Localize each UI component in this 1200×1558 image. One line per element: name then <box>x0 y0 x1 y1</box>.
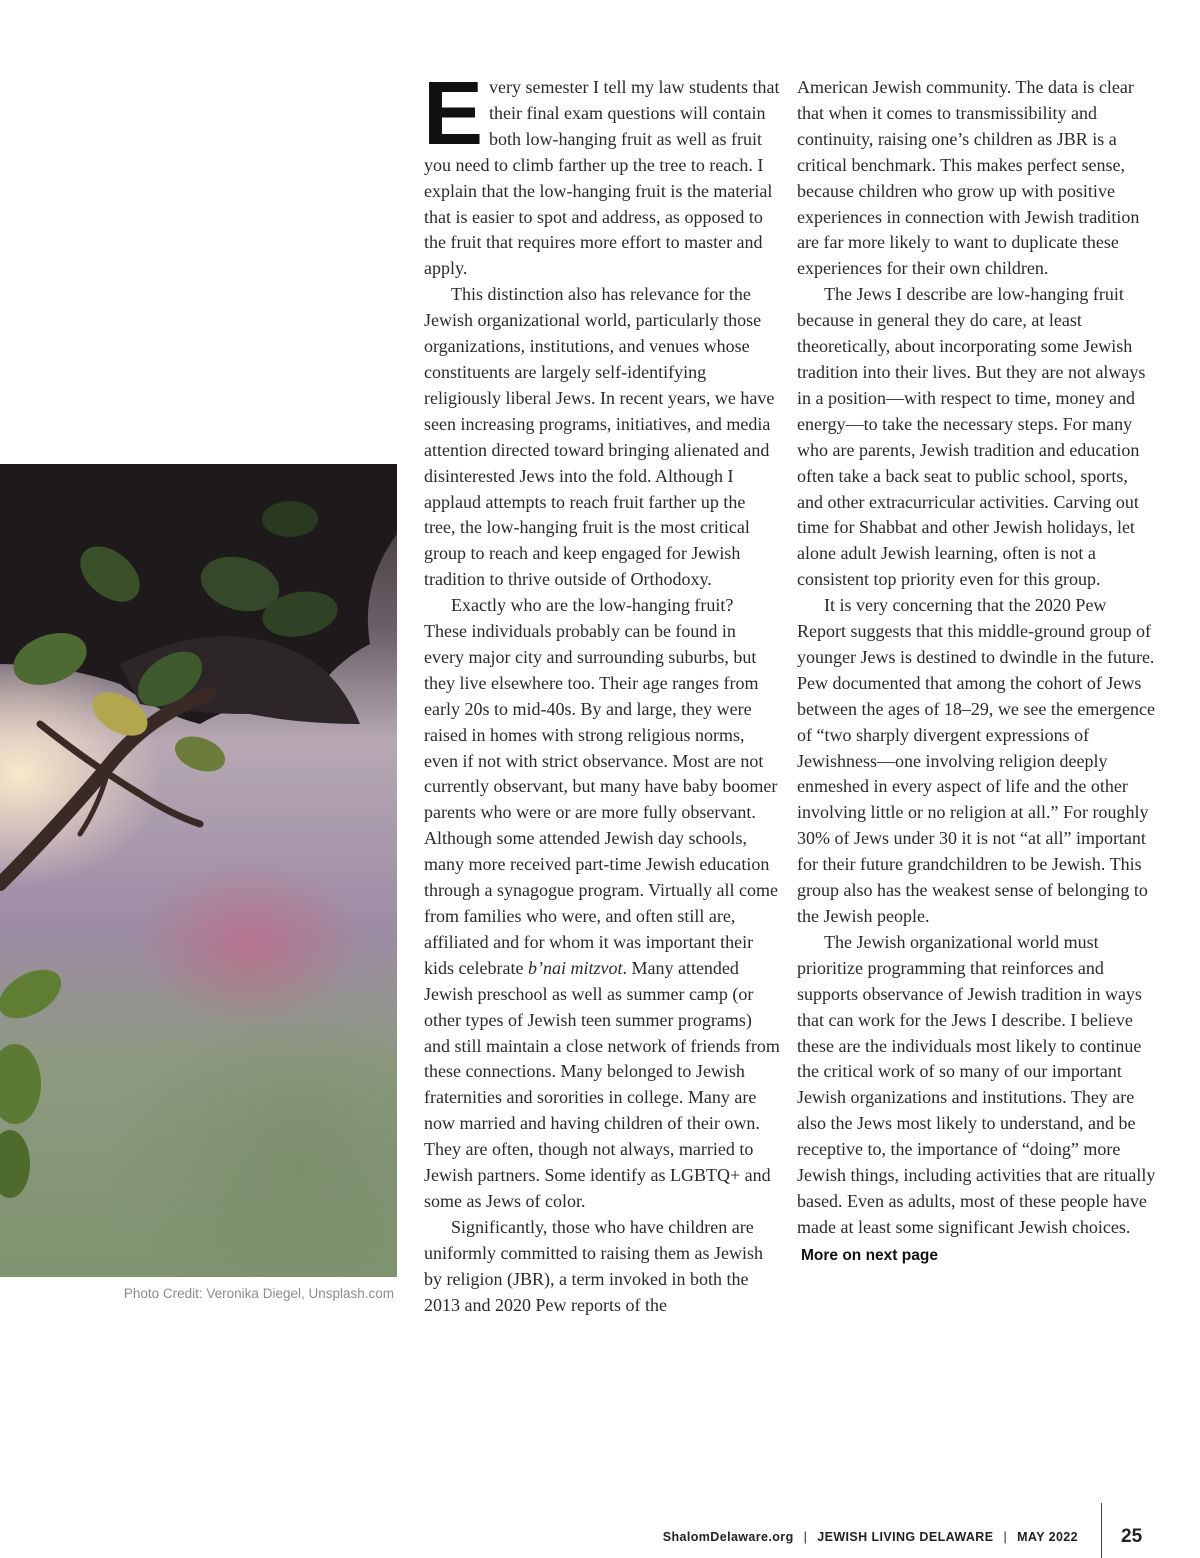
paragraph-3-text-a: Exactly who are the low-hanging fruit? These individuals probably can be found in every major city and surrounding suburbs, but they live elsewhere too. Their age ranges from early 20s to mid-40s. By and large, they were raised in homes with strong religious norms, even if not with strict observance. Most are not currently observant, but many have baby boomer parents who were or are more fully observant. Although some attended Jewish day schools, many more received part-time Jewish education through a synagogue program. Virtually all come from families who were, and often still are, affiliated and for whom it was important their kids celebrate <box>424 595 778 978</box>
page-footer <box>663 1530 1078 1544</box>
article-column-right <box>797 75 1157 1269</box>
footer-separator: | <box>1003 1530 1008 1544</box>
article-paragraph-6: It is very concerning that the 2020 Pew Report suggests that this middle-ground group of younger Jews is destined to dwindle in the future. Pew documented that among the cohort of Jews between the ages of 18–29, we see the emergence of “two sharply divergent expressions of Jewishness—one involving religion deeply enmeshed in every aspect of life and the other involving little or no religion at all.” For roughly 30% of Jews under 30 it is not “at all” important for their future grandchildren to be Jewish. This group also has the weakest sense of belonging to the Jewish people. <box>797 595 1156 926</box>
page-number: 25 <box>1121 1526 1143 1547</box>
footer-publication: JEWISH LIVING DELAWARE <box>817 1530 994 1544</box>
drop-cap: E <box>423 64 484 164</box>
article-paragraph-2: This distinction also has relevance for the Jewish organizational world, particularly those organizations, institutions, and venues whose constituents are largely self-identifying religiously liberal Jews. In recent years, we have seen increasing programs, initiatives, and media attention directed toward bringing alienated and disinterested Jews into the fold. Although I applaud attempts to reach fruit farther up the tree, the low-hanging fruit is the most critical group to reach and keep engaged for Jewish tradition to thrive outside of Orthodoxy. <box>424 284 775 590</box>
continued-next-page-link[interactable]: More on next page <box>801 1246 938 1264</box>
paragraph-3-italic-term: b’nai mitzvot <box>527 957 623 978</box>
footer-issue: MAY 2022 <box>1017 1530 1078 1544</box>
article-column-left <box>423 64 780 1319</box>
footer-site[interactable]: ShalomDelaware.org <box>662 1530 794 1544</box>
article-paragraph-4: Significantly, those who have children are uniformly committed to raising them as Jewish by religion (JBR), a term invoked in both the 2013 and 2020 Pew reports of the <box>424 1216 763 1315</box>
article-paragraph-4-continued: American Jewish community. The data is clear that when it comes to transmissibility and continuity, raising one’s children as JBR is a critical benchmark. This makes perfect sense, because children who grow up with positive experiences in connection with Jewish tradition are far more likely to want to duplicate these experiences for their own children. <box>797 77 1140 279</box>
tree-branch-illustration <box>0 464 397 1277</box>
photo-credit: Photo Credit: Veronika Diegel, Unsplash.com <box>123 1286 394 1301</box>
article-paragraph-7: The Jewish organizational world must prioritize programming that reinforces and supports observance of Jewish tradition in ways that can work for the Jews I describe. I believe these are the individuals most likely to continue the critical work of so many of our important Jewish organizations and institutions. They are also the Jews most likely to understand, and be receptive to, the importance of “doing” more Jewish things, including activities that are ritually based. Even as adults, most of these people have made at least some significant Jewish choices. <box>797 931 1156 1237</box>
article-paragraph-1 <box>423 64 780 282</box>
footer-separator: | <box>803 1530 808 1544</box>
article-photo <box>0 464 397 1277</box>
article-paragraph-5: The Jews I describe are low-hanging fruit because in general they do care, at least theoretically, about incorporating some Jewish tradition into their lives. But they are not always in a position—with respect to time, money and energy—to take the necessary steps. For many who are parents, Jewish tradition and education often take a back seat to public school, sports, and other extracurricular activities. Carving out time for Shabbat and other Jewish holidays, let alone adult Jewish learning, often is not a consistent top priority even for this group. <box>797 284 1146 590</box>
paragraph-1-text: very semester I tell my law students that their final exam questions will contain both low-hanging fruit as well as fruit you need to climb farther up the tree to reach. I explain that the low-hanging fruit is the material that is easier to spot and address, as opposed to the fruit that requires more effort to master and apply. <box>424 77 780 279</box>
footer-divider <box>1101 1503 1102 1558</box>
paragraph-3-text-b: . Many attended Jewish preschool as well as summer camp (or other types of Jewish teen summer programs) and still maintain a close network of friends from these connections. Many belonged to Jewish fraternities and sororities in college. Many are now married and having children of their own. They are often, though not always, married to Jewish partners. Some identify as LGBTQ+ and some as Jews of color. <box>424 957 780 1211</box>
article-paragraph-3 <box>424 593 780 1215</box>
